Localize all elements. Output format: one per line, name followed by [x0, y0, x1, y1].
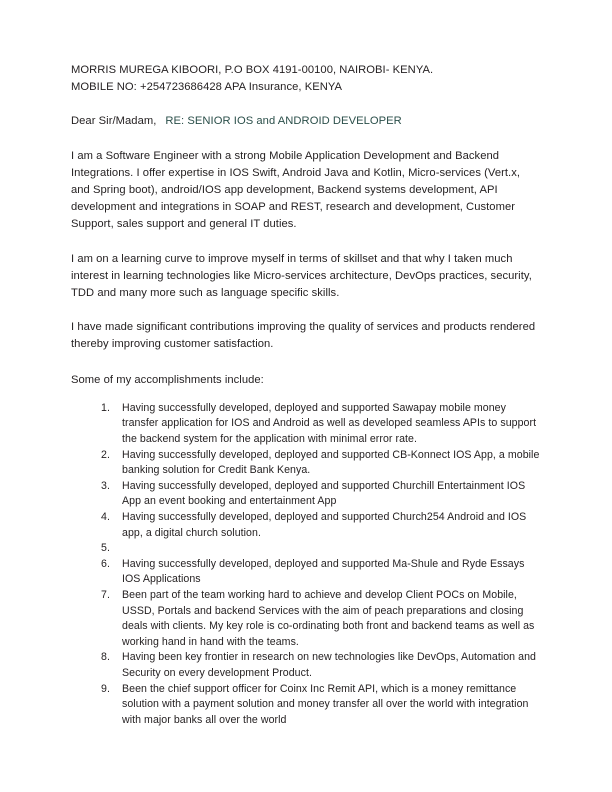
- list-item: 9. Been the chief support officer for Coinx Inc Remit API, which is a money remittance solution with a payment solution and money transfer all over the world with integration with major banks all over the world: [113, 682, 540, 729]
- list-item: 4. Having successfully developed, deployed and supported Church254 Android and IOS app, a digital church solution.: [113, 510, 540, 541]
- document-body: [71, 62, 540, 728]
- salutation-greeting: Dear Sir/Madam,: [71, 115, 157, 128]
- sender-line-1: MORRIS MUREGA KIBOORI, P.O BOX 4191-00100, NAIROBI- KENYA.: [71, 64, 434, 76]
- paragraph-contributions: I have made significant contributions improving the quality of services and products rendered thereby improving customer satisfaction.: [71, 321, 536, 351]
- paragraph-intro: I am a Software Engineer with a strong Mobile Application Development and Backend Integrations. I offer expertise in IOS Swift, Android Java and Kotlin, Micro-services (Vert.x, and Spring boot), android/IOS app development, Backend systems development, API development and integrations in SOAP and REST, research and development, Customer Support, sales support and general IT duties.: [71, 149, 521, 231]
- accomplishments-intro: Some of my accomplishments include:: [71, 373, 264, 386]
- list-item: 8. Having been key frontier in research on new technologies like DevOps, Automation and Security on every development Product.: [113, 650, 540, 681]
- sender-line-2: MOBILE NO: +254723686428 APA Insurance, KENYA: [71, 81, 343, 94]
- list-item: [113, 541, 540, 557]
- salutation-block: [71, 113, 540, 130]
- list-item: 1. Having successfully developed, deployed and supported Sawapay mobile money transfer application for IOS and Android as well as developed seamless APIs to support the backend system for the application with minimal error rate.: [113, 401, 540, 448]
- list-item: 3. Having successfully developed, deployed and supported Churchill Entertainment IOS App an event booking and entertainment App: [113, 479, 540, 510]
- subject-line: RE: SENIOR IOS and ANDROID DEVELOPER: [165, 115, 402, 128]
- list-item: 6. Having successfully developed, deployed and supported Ma-Shule and Ryde Essays IOS Applications: [113, 557, 540, 588]
- paragraph-learning-curve: I am on a learning curve to improve myself in terms of skillset and that why I taken much interest in learning technologies like Micro-services architecture, DevOps practices, security, TDD and many more such as language specific skills.: [71, 252, 532, 300]
- sender-contact-block: [71, 62, 540, 96]
- accomplishments-list: [71, 401, 540, 728]
- list-item: 2. Having successfully developed, deployed and supported CB-Konnect IOS App, a mobile banking solution for Credit Bank Kenya.: [113, 448, 540, 479]
- list-item: 7. Been part of the team working hard to achieve and develop Client POCs on Mobile, USSD, Portals and backend Services with the aim of peach preparations and closing deals with clients. My key role is co-ordinating both front and backend teams as well as working hand in hand with the teams.: [113, 588, 540, 650]
